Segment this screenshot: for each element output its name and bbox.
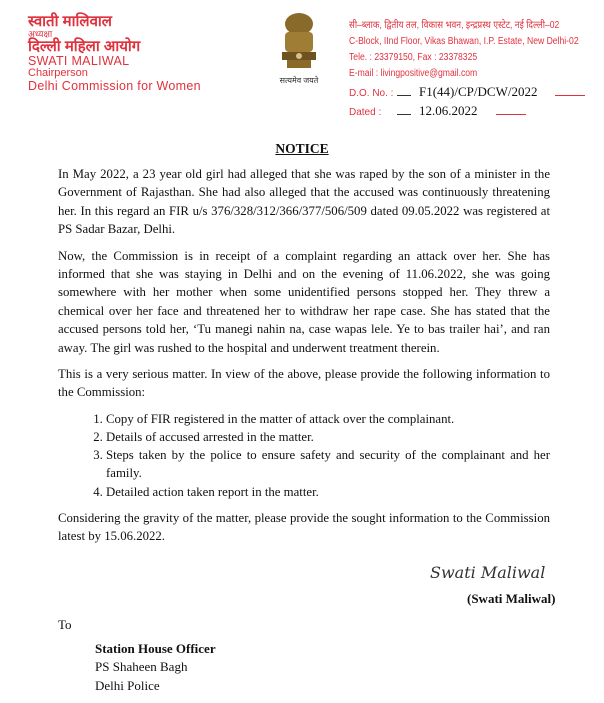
addressee-line: PS Shaheen Bagh bbox=[95, 659, 188, 675]
do-label: D.O. No. : bbox=[349, 88, 394, 99]
list-item: 4. Detailed action taken report in the matter. bbox=[106, 483, 550, 501]
dated-label: Dated : bbox=[349, 107, 382, 118]
information-list bbox=[58, 410, 550, 501]
list-item: 2. Details of accused arrested in the matter. bbox=[106, 428, 550, 446]
list-item: 1. Copy of FIR registered in the matter of attack over the complainant. bbox=[106, 410, 550, 428]
closing-paragraph: Considering the gravity of the matter, please provide the sought information to the Commission latest by 15.06.2022. bbox=[58, 510, 550, 544]
paragraph: In May 2022, a 23 year old girl had alleged that she was raped by the son of a minister in the Government of Rajasthan. She had also alleged that the accused was continuously threatening her. In this regard an FIR u/s 376/328/312/366/377/506/509 dated 09.05.2022 was registered at PS Sadar Bazar, Delhi. bbox=[58, 167, 550, 237]
addressee-line: Delhi Police bbox=[95, 677, 160, 693]
title-english: Chairperson bbox=[28, 67, 88, 80]
addressee-line: Station House Officer bbox=[95, 640, 216, 656]
org-hindi: दिल्ली महिला आयोग bbox=[28, 38, 141, 56]
dated-value: 12.06.2022 bbox=[419, 103, 478, 118]
signatory-name: (Swati Maliwal) bbox=[467, 590, 556, 606]
to-label: To bbox=[58, 616, 72, 632]
notice-title: NOTICE bbox=[275, 141, 329, 156]
name-english: SWATI MALIWAL bbox=[28, 53, 130, 68]
name-hindi: स्वाती मालिवाल bbox=[28, 13, 112, 30]
org-english: Delhi Commission for Women bbox=[28, 78, 201, 93]
title-hindi: अध्यक्षा bbox=[28, 28, 53, 39]
do-number: F1(44)/CP/DCW/2022 bbox=[419, 84, 538, 99]
address-english: C-Block, IInd Floor, Vikas Bhawan, I.P. Estate, New Delhi-02 bbox=[349, 36, 579, 47]
phone: Tele. : 23379150, Fax : 23378325 bbox=[349, 52, 478, 63]
list-item: 3. Steps taken by the police to ensure safety and security of the complainant and her family. bbox=[106, 446, 550, 482]
notice-body bbox=[58, 165, 550, 546]
addressee bbox=[95, 640, 604, 696]
paragraph: This is a very serious matter. In view of the above, please provide the following information to the Commission: bbox=[58, 367, 550, 400]
paragraph: Now, the Commission is in receipt of a complaint regarding an attack over her. She has informed that she was staying in Delhi and on the evening of 11.06.2022, she was going somewhere with her mother when some unidentified persons stopped her. They threw a chemical over her face and threatened her to withdraw her rape case. She has stated that the accused persons told her, ‘Tu manegi nahin na, case wapas lele. Ye to bas trailer hai’, and ran away. The girl was rushed to the hospital and underwent treatment therein. bbox=[58, 248, 550, 355]
email: E-mail : livingpositive@gmail.com bbox=[349, 68, 478, 79]
emblem-motto: सत्यमेव जयते bbox=[279, 76, 319, 85]
address-hindi: सी–ब्लाक, द्वितीय तल, विकास भवन, इन्द्रप्रस्थ एस्टेट, नई दिल्ली–02 bbox=[349, 20, 560, 31]
signature: Swati Maliwal bbox=[430, 562, 546, 582]
